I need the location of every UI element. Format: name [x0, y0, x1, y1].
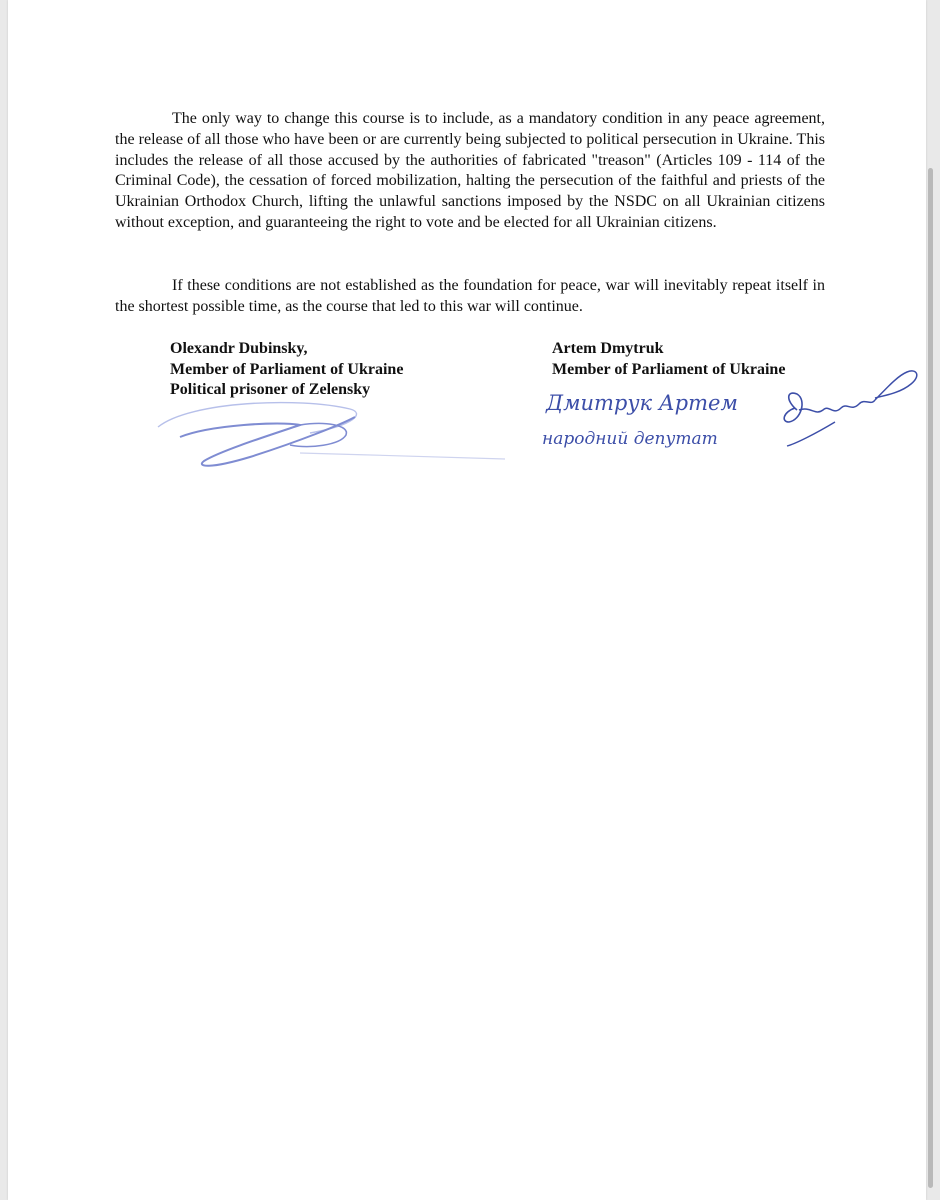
paragraph-peace-conditions: The only way to change this course is to include, as a mandatory condition in any peace agreement, the release of all those who have been or are currently being subjected to political persecution in Ukraine. This includes the release of all those accused by the authorities of fabricated "treason" (Articles 109 - 114 of the Criminal Code), the cessation of forced mobilization, halting the persecution of the faithful and priests of the Ukrainian Orthodox Church, lifting the unlawful sanctions imposed by the NSDC on all Ukrainian citizens without exception, and guaranteeing the right to vote and be elected for all Ukrainian citizens. [115, 110, 825, 231]
signatory-title: Member of Parliament of Ukraine [552, 360, 786, 378]
signatory-note: Political prisoner of Zelensky [170, 381, 371, 398]
scrollbar[interactable] [928, 168, 933, 1188]
signatory-name: Olexandr Dubinsky, [170, 340, 308, 357]
handwriting-title: народний депутат [542, 429, 718, 449]
signatory-dmytruk [552, 339, 785, 380]
dmytruk-handwriting [540, 380, 740, 455]
handwriting-name: Дмитрук Артем [546, 391, 738, 415]
signatory-name: Artem Dmytruk [552, 340, 664, 357]
signatory-dubinsky [170, 339, 403, 401]
signatory-title: Member of Parliament of Ukraine [170, 360, 404, 378]
dubinsky-signature [150, 395, 520, 475]
paragraph-war-warning: If these conditions are not established as the foundation for peace, war will inevitably repeat itself in the shortest possible time, as the course that led to this war will continue. [115, 277, 825, 315]
dmytruk-signature [775, 360, 925, 455]
